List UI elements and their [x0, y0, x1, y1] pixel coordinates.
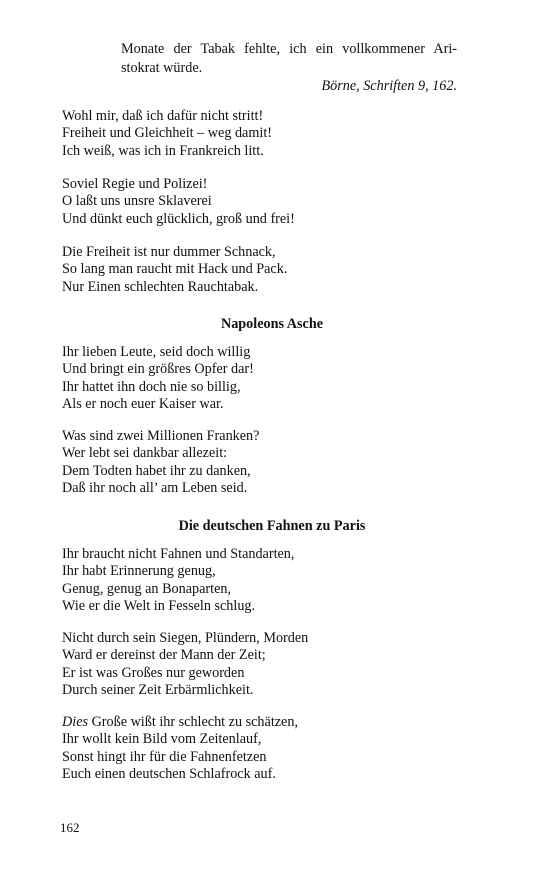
verse-line — [62, 714, 482, 731]
intro-line: Monate der Tabak fehlte, ich ein vollkommener Ari- — [121, 41, 457, 57]
stanza — [62, 714, 482, 784]
stanza — [62, 546, 482, 616]
verse-line: Daß ihr noch all’ am Leben seid. — [62, 480, 248, 497]
verse-line: Durch seiner Zeit Erbärmlichkeit. — [62, 682, 254, 699]
verse-line: Ihr habt Erinnerung genug, — [62, 563, 216, 580]
stanza — [62, 428, 482, 498]
verse-line: Wohl mir, daß ich dafür nicht stritt! — [62, 108, 264, 124]
verse-line: Ward er dereinst der Mann der Zeit; — [62, 647, 266, 664]
verse-line: So lang man raucht mit Hack und Pack. — [62, 261, 288, 278]
italic-word: Dies — [62, 714, 89, 730]
verse-line: Die Freiheit ist nur dummer Schnack, — [62, 244, 276, 260]
stanza — [62, 108, 482, 160]
verse-line: Genug, genug an Bonaparten, — [62, 580, 232, 597]
verse-line: Ihr lieben Leute, seid doch willig — [62, 344, 251, 360]
verse-line: Wie er die Welt in Fesseln schlug. — [62, 598, 256, 615]
verse-line: Freiheit und Gleichheit – weg damit! — [62, 125, 272, 142]
poem-title: Die deutschen Fahnen zu Paris — [178, 518, 366, 534]
verse-line: Und dünkt euch glücklich, groß und frei! — [62, 210, 295, 227]
verse-line: Und bringt ein größres Opfer dar! — [62, 361, 254, 378]
verse-line: Dem Todten habet ihr zu danken, — [62, 462, 251, 479]
page-number: 162 — [60, 820, 80, 835]
verse-line: Wer lebt sei dankbar allezeit: — [62, 445, 228, 462]
citation: Börne, Schriften 9, 162. — [321, 78, 457, 94]
verse-line: O laßt uns unsre Sklaverei — [62, 193, 212, 210]
verse-line: Nur Einen schlechten Rauchtabak. — [62, 278, 259, 295]
verse-line: Ihr braucht nicht Fahnen und Standarten, — [62, 546, 295, 562]
verse-line: Euch einen deutschen Schlafrock auf. — [62, 766, 276, 783]
stanza — [62, 630, 482, 700]
verse-text: Große wißt ihr schlecht zu schätzen, — [88, 714, 298, 730]
verse-line: Ihr hattet ihn doch nie so billig, — [62, 378, 241, 395]
verse-line: Soviel Regie und Polizei! — [62, 176, 208, 192]
intro-line: stokrat würde. — [121, 60, 203, 76]
poem-title: Napoleons Asche — [220, 316, 324, 332]
verse-line: Er ist was Großes nur geworden — [62, 664, 245, 681]
verse-line: Ich weiß, was ich in Frankreich litt. — [62, 142, 264, 159]
verse-line: Als er noch euer Kaiser war. — [62, 396, 224, 413]
verse-line: Sonst hingt ihr für die Fahnenfetzen — [62, 748, 267, 765]
stanza — [62, 244, 482, 296]
stanza — [62, 176, 482, 228]
intro-prose — [121, 40, 457, 78]
verse-line: Nicht durch sein Siegen, Plündern, Morden — [62, 630, 309, 646]
stanza — [62, 344, 482, 414]
verse-line: Ihr wollt kein Bild vom Zeitenlauf, — [62, 731, 262, 748]
verse-line: Was sind zwei Millionen Franken? — [62, 428, 260, 444]
